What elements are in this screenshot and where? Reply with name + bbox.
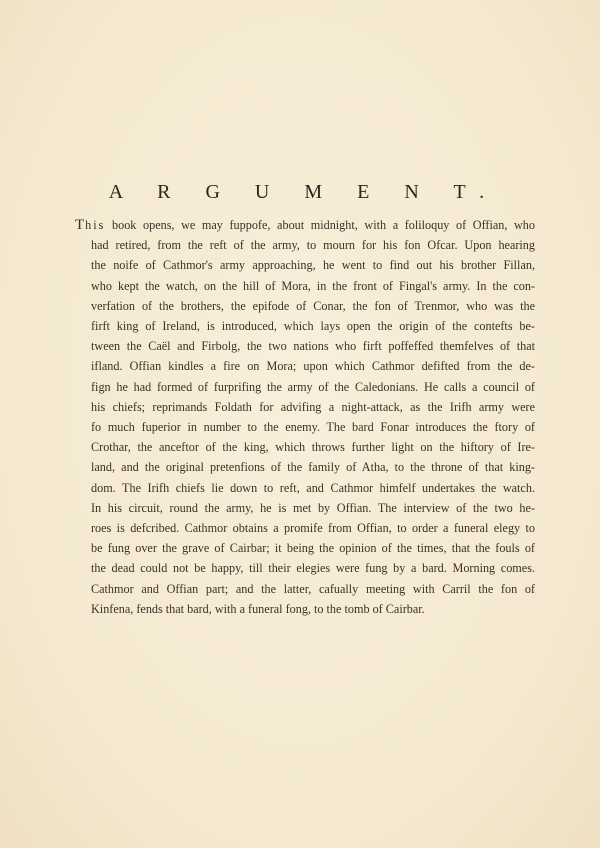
text-line: Kinfena, fends that bard, with a funeral fong, to the tomb of Cairbar. [91, 601, 425, 616]
opening-initial: T [75, 217, 86, 233]
text-line [75, 215, 535, 235]
text-line: who kept the watch, on the hill of Mora, in the front of Fingal's army. In the con- [91, 278, 535, 293]
opening-word-rest: his [85, 218, 106, 232]
text-line-content: book opens, we may fuppofe, about midnight, with a foliloquy of Offian, who [105, 218, 535, 232]
text-line: firft king of Ireland, is introduced, which lays open the origin of the contefts be- [91, 319, 535, 334]
text-line: roes is defcribed. Cathmor obtains a promife from Offian, to order a funeral elegy to [91, 521, 535, 536]
text-line: be fung over the grave of Cairbar; it being the opinion of the times, that the fouls of [91, 541, 535, 556]
text-line: Crothar, the anceftor of the king, which throws further light on the hiftory of Ire- [91, 440, 535, 455]
text-line: ifland. Offian kindles a fire on Mora; upon which Cathmor defifted from the de- [91, 359, 535, 374]
opening-word [75, 218, 105, 232]
text-line: land, and the original pretenfions of the family of Atha, to the throne of that king- [91, 460, 535, 475]
text-line: In his circuit, round the army, he is met by Offian. The interview of the two he- [91, 500, 535, 515]
text-line: had retired, from the reft of the army, to mourn for his fon Ofcar. Upon hearing [91, 238, 535, 253]
text-line: fign he had formed of furprifing the army of the Caledonians. He calls a council of [91, 379, 535, 394]
argument-text [75, 215, 535, 619]
text-line: fo much fuperior in number to the enemy. The bard Fonar introduces the ftory of [91, 420, 535, 435]
text-line: dom. The Irifh chiefs lie down to reft, and Cathmor himfelf undertakes the watch. [91, 480, 535, 495]
text-line: tween the Caël and Firbolg, the two nations who firft poffeffed themfelves of that [91, 339, 535, 354]
text-line: Cathmor and Offian part; and the latter, cafually meeting with Carril the fon of [91, 581, 535, 596]
argument-heading: A R G U M E N T. [108, 181, 500, 203]
text-line: verfation of the brothers, the epifode of Conar, the fon of Trenmor, who was the [91, 298, 535, 313]
text-line: his chiefs; reprimands Foldath for advifing a night-attack, as the Irifh army were [91, 399, 535, 414]
text-line: the dead could not be happy, till their elegies were fung by a bard. Morning comes. [91, 561, 535, 576]
text-line: the noife of Cathmor's army approaching, he went to find out his brother Fillan, [91, 258, 535, 273]
